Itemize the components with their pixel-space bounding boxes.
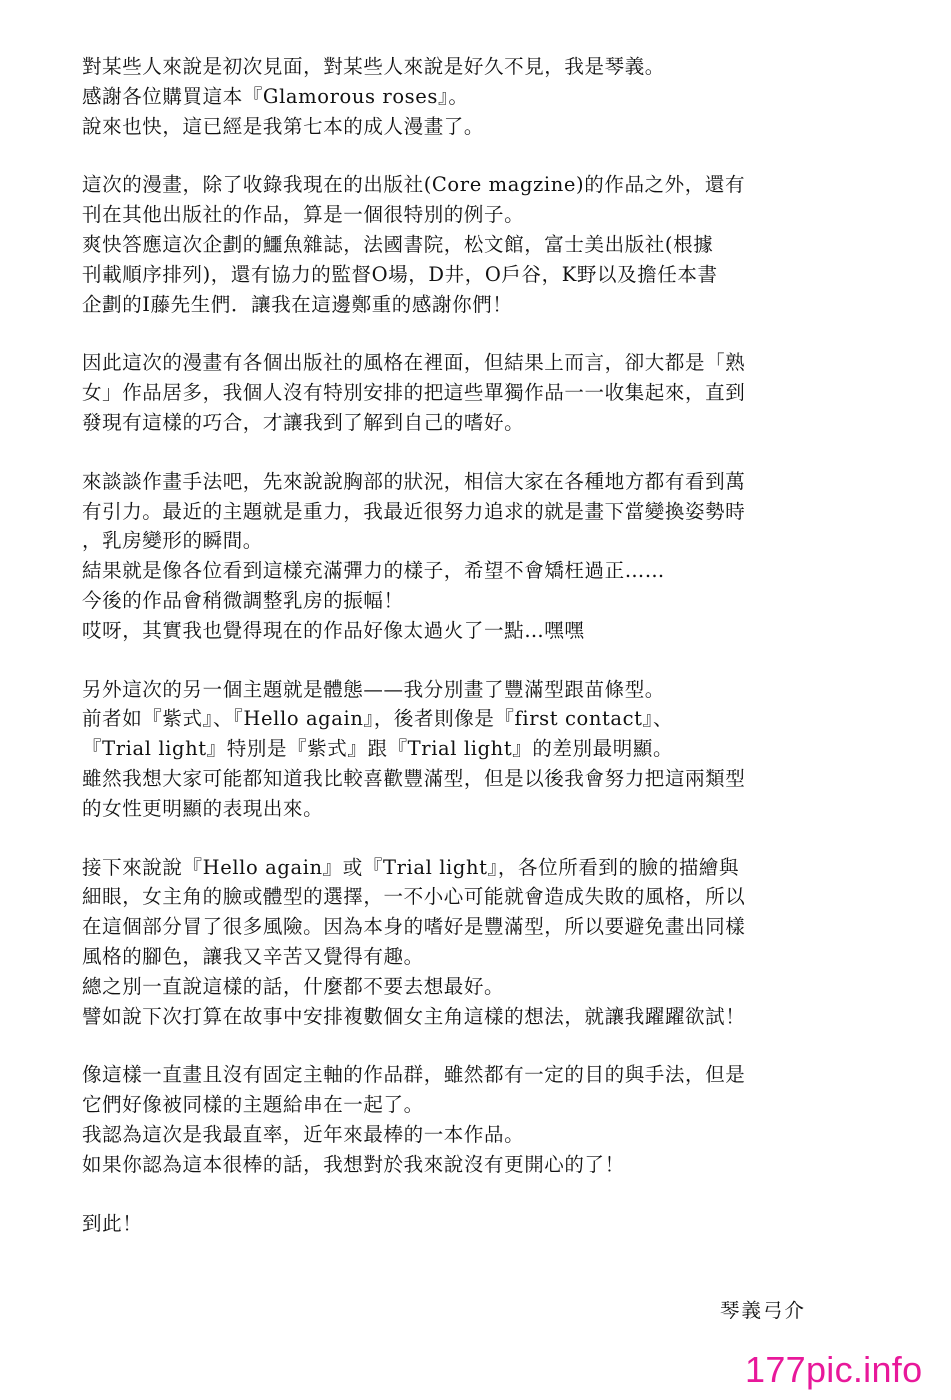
text-line: 譬如說下次打算在故事中安排複數個女主角這樣的想法，就讓我躍躍欲試！: [82, 1004, 746, 1028]
text-line: 刊載順序排列)，還有協力的監督O場，D井，O戶谷，K野以及擔任本書: [82, 262, 718, 286]
paragraph-thanks: [82, 170, 882, 319]
text-line: 哎呀，其實我也覺得現在的作品好像太過火了一點…嘿嘿: [82, 618, 585, 642]
text-line: 有引力。最近的主題就是重力，我最近很努力追求的就是畫下當變換姿勢時: [82, 499, 746, 523]
text-line: 前者如『紫式』、『Hello again』，後者則像是『first contact』、: [82, 707, 674, 731]
text-line: 因此這次的漫畫有各個出版社的風格在裡面，但結果上而言，卻大都是「熟: [82, 351, 746, 375]
text-line: 如果你認為這本很棒的話，我想對於我來說沒有更開心的了！: [82, 1152, 625, 1176]
paragraph-conclusion: [82, 1060, 882, 1179]
paragraph-greeting: [82, 52, 882, 141]
text-line: 感謝各位購買這本『Glamorous roses』。: [82, 84, 469, 108]
text-line: 接下來說說『Hello again』或『Trial light』，各位所看到的臉的描繪與: [82, 855, 740, 879]
text-line: 今後的作品會稍微調整乳房的振幅！: [82, 588, 404, 612]
site-watermark: 177pic.info: [745, 1349, 923, 1390]
text-line: 風格的腳色，讓我又辛苦又覺得有趣。: [82, 944, 424, 968]
paragraph-closing: [82, 1209, 882, 1239]
paragraph-body-type: [82, 675, 882, 824]
text-line: 的女性更明顯的表現出來。: [82, 796, 324, 820]
text-line: 女」作品居多，我個人沒有特別安排的把這些單獨作品一一收集起來，直到: [82, 381, 746, 405]
text-line: 我認為這次是我最直率，近年來最棒的一本作品。: [82, 1122, 525, 1146]
text-line: 細眼，女主角的臉或體型的選擇，一不小心可能就會造成失敗的風格，所以: [82, 885, 746, 909]
text-line: 爽快答應這次企劃的鱷魚雜誌，法國書院，松文館，富士美出版社(根據: [82, 232, 714, 256]
text-line: 說來也快，這已經是我第七本的成人漫畫了。: [82, 114, 485, 138]
text-line: 像這樣一直畫且沒有固定主軸的作品群，雖然都有一定的目的與手法，但是: [82, 1063, 746, 1087]
afterword-body: [82, 52, 882, 1267]
text-line: 在這個部分冒了很多風險。因為本身的嗜好是豐滿型，所以要避免畫出同樣: [82, 915, 746, 939]
paragraph-style: [82, 348, 882, 437]
text-line: 總之別一直說這樣的話，什麼都不要去想最好。: [82, 974, 505, 998]
paragraph-technique: [82, 467, 882, 646]
author-signature: 琴義弓介: [720, 1299, 807, 1322]
text-line: 『Trial light』特別是『紫式』跟『Trial light』的差別最明顯。: [82, 737, 674, 761]
text-line: 到此！: [82, 1211, 143, 1235]
text-line: 另外這次的另一個主題就是體態——我分別畫了豐滿型跟苗條型。: [82, 677, 665, 701]
text-line: 企劃的I藤先生們．讓我在這邊鄭重的感謝你們！: [82, 292, 513, 316]
text-line: 結果就是像各位看到這樣充滿彈力的樣子，希望不會矯枉過正……: [82, 559, 665, 583]
text-line: 刊在其他出版社的作品，算是一個很特別的例子。: [82, 203, 525, 227]
text-line: 對某些人來說是初次見面，對某些人來說是好久不見，我是琴義。: [82, 55, 665, 78]
paragraph-faces: [82, 853, 882, 1032]
text-line: 這次的漫畫，除了收錄我現在的出版社(Core magzine)的作品之外，還有: [82, 173, 746, 197]
text-line: 發現有這樣的巧合，才讓我到了解到自己的嗜好。: [82, 410, 525, 434]
text-line: ，乳房變形的瞬間。: [82, 529, 263, 553]
text-line: 雖然我想大家可能都知道我比較喜歡豐滿型，但是以後我會努力把這兩類型: [82, 766, 746, 790]
text-line: 它們好像被同樣的主題給串在一起了。: [82, 1093, 424, 1117]
text-line: 來談談作畫手法吧，先來說說胸部的狀況，相信大家在各種地方都有看到萬: [82, 469, 746, 493]
